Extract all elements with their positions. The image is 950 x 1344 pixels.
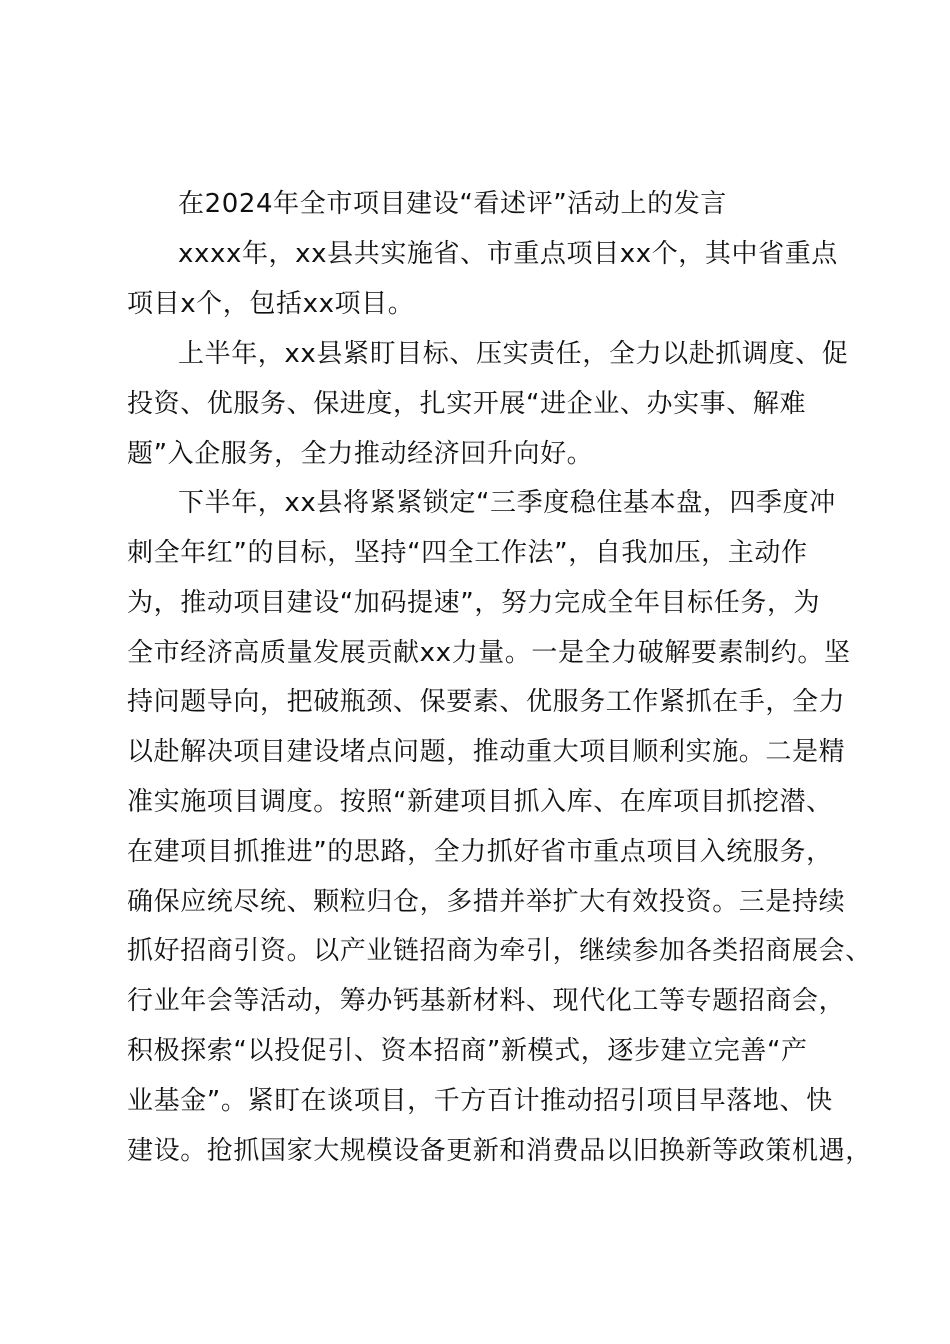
paragraph-3-line-14: 建设。抢抓国家大规模设备更新和消费品以旧换新等政策机遇，	[127, 1136, 872, 1166]
paragraph-3-line-2: 刺全年红”的目标，坚持“四全工作法”，自我加压，主动作	[127, 538, 808, 568]
paragraph-3-line-3: 为，推动项目建设“加码提速”，努力完成全年目标任务，为	[127, 588, 821, 618]
paragraph-3-line-13: 业基金”。紧盯在谈项目，千方百计推动招引项目早落地、快	[127, 1086, 833, 1116]
paragraph-3-line-5: 持问题导向，把破瓶颈、保要素、优服务工作紧抓在手，全力	[127, 687, 846, 717]
paragraph-3-line-7: 准实施项目调度。按照“新建项目抓入库、在库项目抓挖潜、	[127, 787, 833, 817]
paragraph-3-line-12: 积极探索“以投促引、资本招商”新模式，逐步建立完善“产	[127, 1036, 808, 1066]
paragraph-3-line-10: 抓好招商引资。以产业链招商为牵引，继续参加各类招商展会、	[127, 936, 872, 966]
paragraph-3-line-8: 在建项目抓推进”的思路，全力抓好省市重点项目入统服务，	[127, 837, 833, 867]
paragraph-3-line-11: 行业年会等活动，筹办钙基新材料、现代化工等专题招商会，	[127, 986, 846, 1016]
paragraph-2-line-3: 题”入企服务，全力推动经济回升向好。	[127, 439, 594, 469]
paragraph-3-line-6: 以赴解决项目建设堵点问题，推动重大项目顺利实施。二是精	[127, 737, 846, 767]
paragraph-2-line-1: 上半年，xx县紧盯目标、压实责任，全力以赴抓调度、促	[178, 339, 849, 369]
paragraph-1-line-2: 项目x个，包括xx项目。	[127, 289, 415, 319]
paragraph-3-line-9: 确保应统尽统、颗粒归仓，多措并举扩大有效投资。三是持续	[127, 887, 846, 917]
document-title: 在2024年全市项目建设“看述评”活动上的发言	[178, 189, 727, 219]
paragraph-3-line-1: 下半年，xx县将紧紧锁定“三季度稳住基本盘，四季度冲	[178, 488, 836, 518]
paragraph-1-line-1: xxxx年，xx县共实施省、市重点项目xx个，其中省重点	[178, 239, 838, 269]
paragraph-3-line-4: 全市经济高质量发展贡献xx力量。一是全力破解要素制约。坚	[127, 638, 851, 668]
paragraph-2-line-2: 投资、优服务、保进度，扎实开展“进企业、办实事、解难	[127, 389, 807, 419]
